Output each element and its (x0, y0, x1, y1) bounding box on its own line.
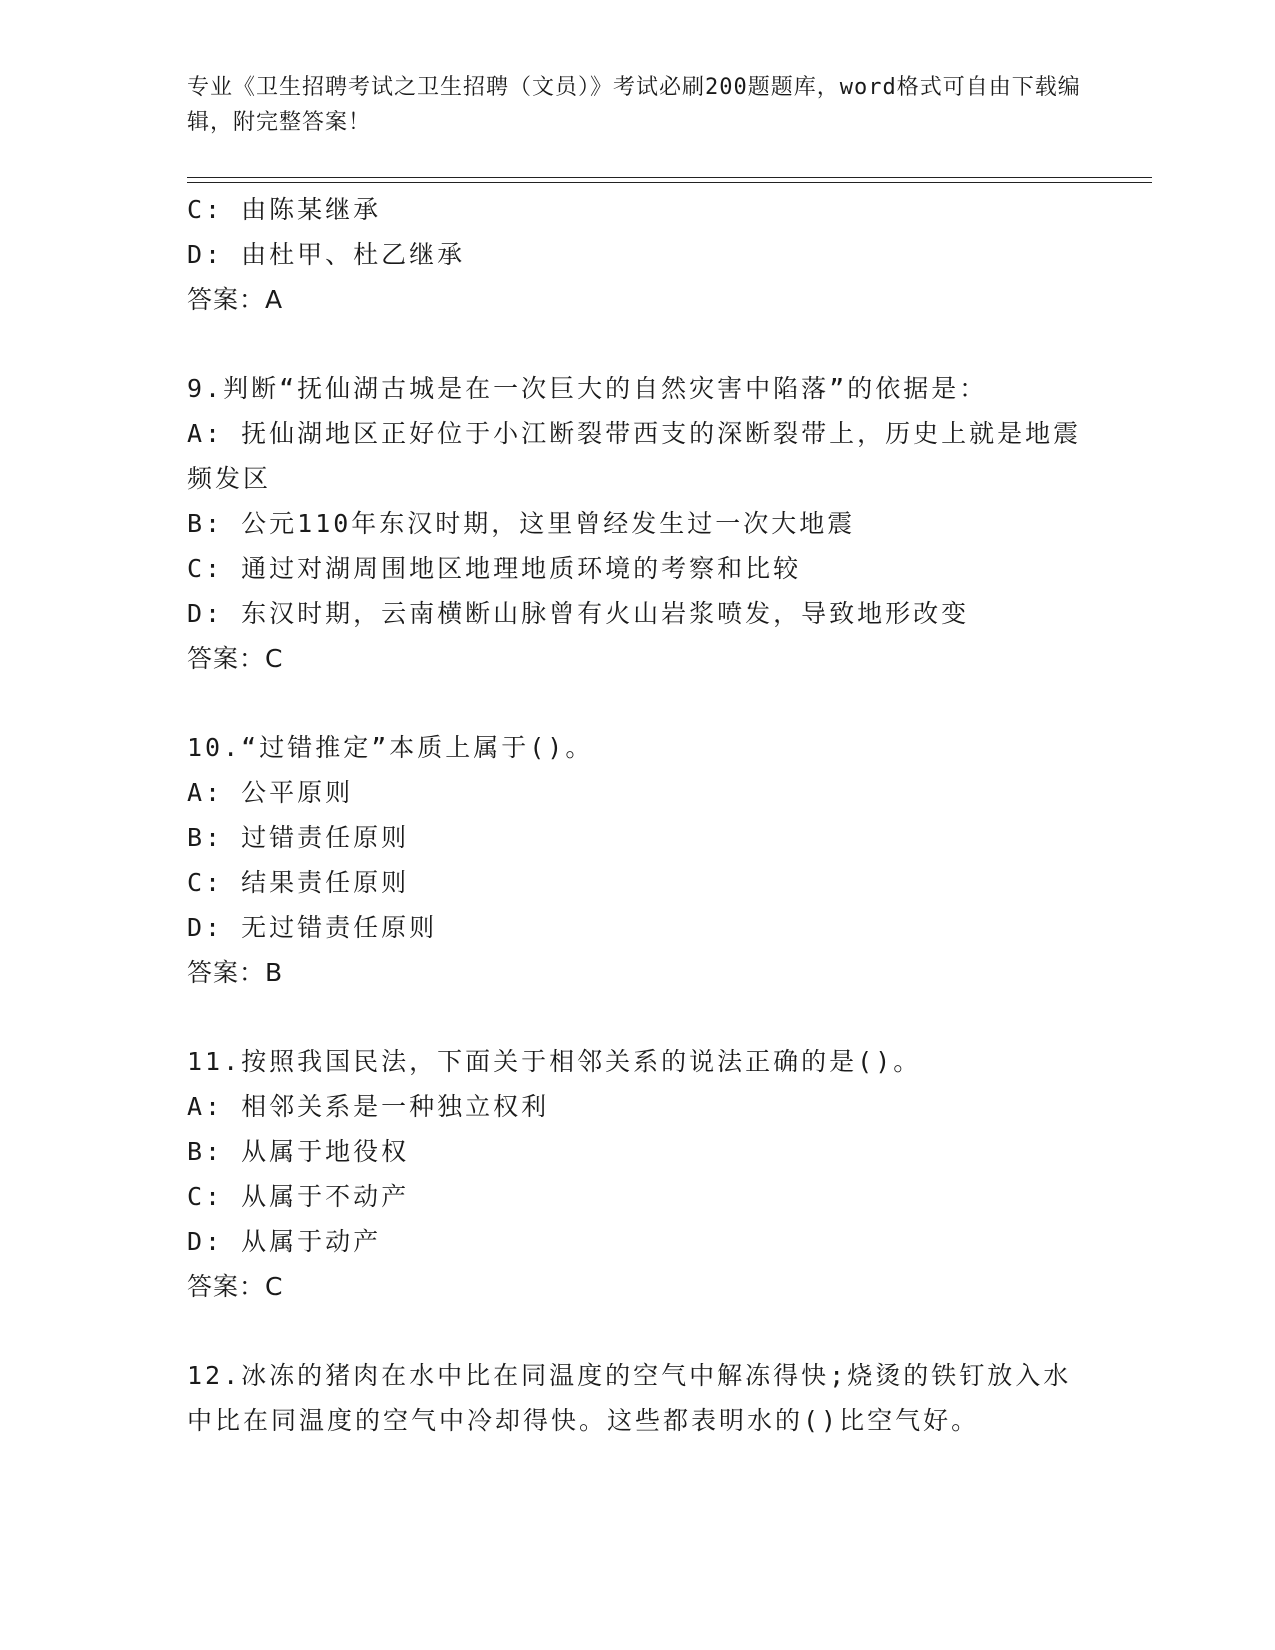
option-b: B: 公元110年东汉时期，这里曾经发生过一次大地震 (187, 509, 856, 538)
question-stem: 9.判断“抚仙湖古城是在一次巨大的自然灾害中陷落”的依据是： (187, 374, 988, 403)
question-list (187, 187, 1087, 1443)
option-b: B: 过错责任原则 (187, 823, 410, 852)
question-stem: 10.“过错推定”本质上属于()。 (187, 733, 594, 762)
answer-line: 答案：B (187, 958, 284, 987)
answer-line: 答案：A (187, 285, 284, 314)
spacer (187, 1310, 1087, 1353)
question-9 (187, 366, 1087, 682)
question-stem: 11.按照我国民法，下面关于相邻关系的说法正确的是()。 (187, 1047, 922, 1076)
option-b: B: 从属于地役权 (187, 1137, 410, 1166)
option-c: C: 通过对湖周围地区地理地质环境的考察和比较 (187, 554, 802, 583)
option-d: D: 由杜甲、杜乙继承 (187, 240, 466, 269)
answer-line: 答案：C (187, 644, 284, 673)
question-stem: 12.冰冻的猪肉在水中比在同温度的空气中解冻得快;烧烫的铁钉放入水中比在同温度的空气中冷却得快。这些都表明水的()比空气好。 (187, 1361, 1072, 1435)
option-d: D: 从属于动产 (187, 1227, 382, 1256)
option-c: C: 结果责任原则 (187, 868, 410, 897)
header-divider-top (187, 177, 1152, 178)
answer-line: 答案：C (187, 1272, 284, 1301)
option-c: C: 由陈某继承 (187, 195, 382, 224)
option-d: D: 东汉时期，云南横断山脉曾有火山岩浆喷发，导致地形改变 (187, 599, 970, 628)
header-divider-bottom (187, 182, 1152, 183)
option-a: A: 相邻关系是一种独立权利 (187, 1092, 550, 1121)
spacer (187, 682, 1087, 725)
option-c: C: 从属于不动产 (187, 1182, 410, 1211)
question-11 (187, 1039, 1087, 1310)
question-10 (187, 725, 1087, 996)
spacer (187, 996, 1087, 1039)
option-a: A: 抚仙湖地区正好位于小江断裂带西支的深断裂带上，历史上就是地震频发区 (187, 419, 1082, 493)
option-a: A: 公平原则 (187, 778, 354, 807)
question-12 (187, 1353, 1087, 1443)
spacer (187, 323, 1087, 366)
option-d: D: 无过错责任原则 (187, 913, 438, 942)
question-8 (187, 187, 1087, 323)
document-intro: 专业《卫生招聘考试之卫生招聘（文员）》考试必刷200题题库，word格式可自由下载编辑，附完整答案！ (187, 75, 1081, 135)
